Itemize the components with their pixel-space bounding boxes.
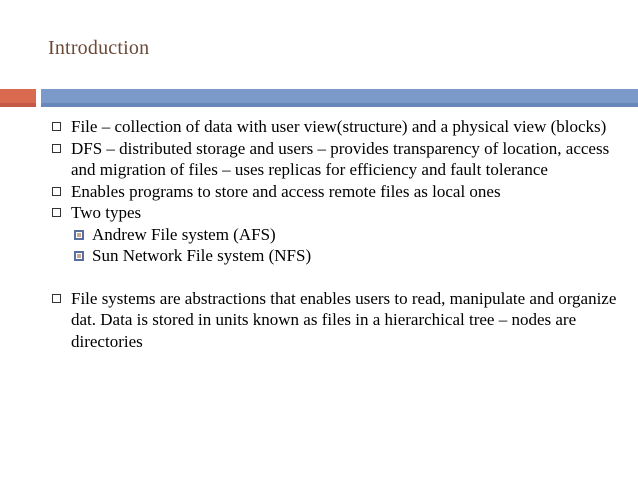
accent-bar-left-shade	[0, 103, 36, 107]
bullet-list	[48, 116, 618, 352]
bullet-text: File – collection of data with user view(structure) and a physical view (blocks)	[71, 117, 607, 136]
square-bullet-icon	[52, 144, 61, 153]
spacer	[48, 267, 618, 288]
square-bullet-icon	[52, 122, 61, 131]
square-bullet-icon	[52, 294, 61, 303]
sub-bullet-item	[48, 245, 618, 267]
accent-bar-right-shade	[41, 103, 638, 107]
filled-square-bullet-icon	[74, 230, 84, 240]
bullet-text: Enables programs to store and access remote files as local ones	[71, 181, 501, 201]
slide-title: Introduction	[48, 37, 150, 59]
bullet-item	[48, 288, 618, 353]
sub-bullet-text: Andrew File system (AFS)	[92, 224, 276, 244]
square-bullet-icon	[52, 208, 61, 217]
sub-bullet-item	[48, 224, 618, 246]
sub-bullet-text: Sun Network File system (NFS)	[92, 246, 312, 265]
square-bullet-icon	[52, 187, 61, 196]
filled-square-bullet-icon	[74, 251, 84, 261]
bullet-text: Two types	[71, 203, 142, 222]
bullet-item	[48, 181, 618, 203]
bullet-item	[48, 138, 618, 181]
bullet-item	[48, 202, 618, 224]
bullet-text: DFS – distributed storage and users – provides transparency of location, access and migration of files – uses replicas for efficiency and fault tolerance	[71, 138, 610, 179]
bullet-text: File systems are abstractions that enables users to read, manipulate and organize dat. Data is stored in units known as files in a hierarchical tree – nodes are directories	[71, 288, 617, 351]
bullet-item	[48, 116, 618, 138]
